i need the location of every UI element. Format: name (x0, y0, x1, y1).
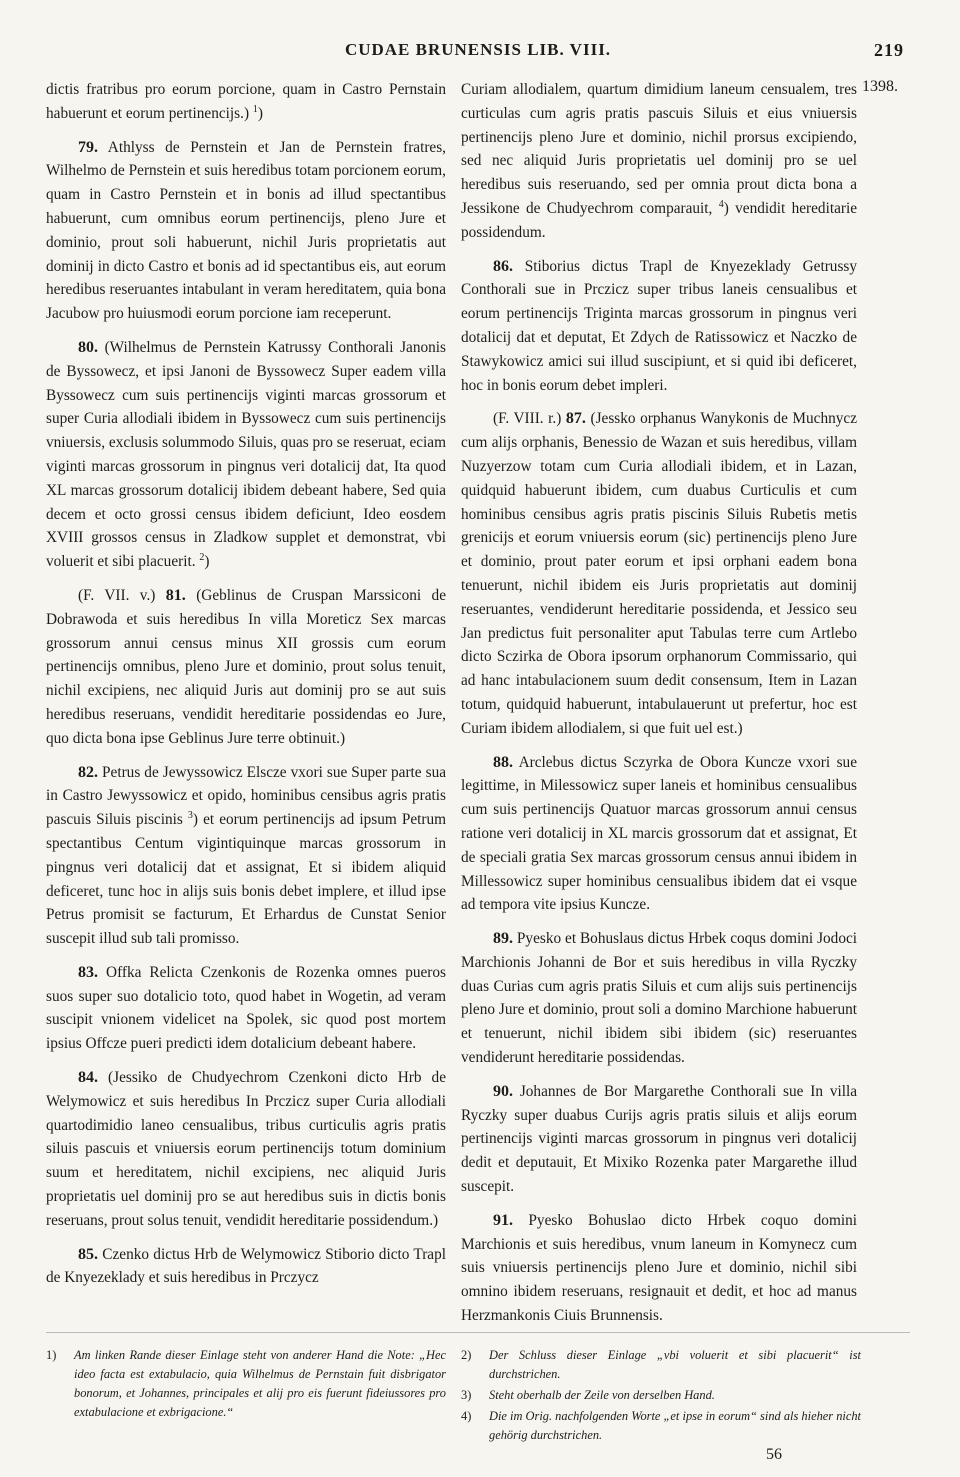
entry-text: Pyesko Bohuslao dicto Hrbek coquo domini Marchionis et suis heredibus, vnum laneum in Komynecz cum suis vniuersis pertinencijs pleno Jure et dominio, nichil sibi omnino ibidem reseruans, resignauit et dedit, et hoc ad manus Herzmankonis Ciuis Brunnensis. (461, 1211, 857, 1325)
entry-text-continued: ) et eorum pertinencijs ad ipsum Petrum spectantibus Centum vigintiquinque marcas grossorum in pingnus veri dotalicij dat et assignat, Et si ibidem aliquid deficeret, tunc hoc in alijs suis bonis debet implere, et illud ipse Petrus promisit se facturum, Et Erhardus de Cunstat Senior suscepit illud sub tali promisso. (46, 811, 447, 948)
entry-text: Petrus de Jewyssowicz Elscze vxori sue Super parte sua in Castro Jewyssowicz et opido, hominibus censibus agris pratis pascuis Siluis piscinis (46, 763, 447, 829)
entry-number: 79. (78, 138, 98, 156)
footnote-text: Am linken Rande dieser Einlage steht von anderer Hand die Note: „Hec ideo facta est extabulacio, quia Wilhelmus de Pernstain fuit disbrigator bonorum, et Johannes, principales et alij pro eis fuerunt fideiussores pro extabulacione et exbrigacione.“ (74, 1348, 446, 1419)
entry-number: 85. (78, 1245, 98, 1263)
entry-paragraph (461, 78, 857, 245)
entry-text: Athlyss de Pernstein et Jan de Pernstein fratres, Wilhelmo de Pernstein et suis heredibus totam porcionem eorum, quam in Castro Pernstein et in bonis ad illud spectantibus habuerunt, cum omnibus eorum pertinencijs, pleno Jure et dominio, prout soli habuerunt, nichil Juris proprietatis aut dominij in dicto Castro et bonis ad id spectantibus eis, aut eorum heredibus reseruantes intabulant in veram hereditatem, quia bona Jacubow pro huiusmodi eorum porcione iam receperunt. (46, 138, 447, 323)
entry-number: 84. (78, 1069, 98, 1087)
entry-text: Pyesko et Bohuslaus dictus Hrbek coqus domini Jodoci Marchionis Johanni de Bor et suis heredibus in villa Ryczky duas Curias cum agris pratis Siluis et cum alijs suis pertinencijs pleno Jure et dominio, prout soli a domino Marchione habuerunt et tenuerunt, nichil ibidem sibi ibidem (sic) reseruantes vendiderunt hereditarie possidendas. (461, 930, 858, 1067)
entry-paragraph (461, 927, 857, 1070)
entry-number: 91. (493, 1211, 513, 1229)
entry-number: 82. (78, 763, 98, 781)
footnotes-left (46, 1346, 446, 1424)
footnote-text: Der Schluss dieser Einlage „vbi voluerit et sibi placuerit“ ist durchstrichen. (489, 1348, 861, 1381)
left-column (46, 78, 446, 1292)
margin-year: 1398. (862, 78, 898, 95)
entry-paragraph (461, 751, 857, 918)
entry-paragraph (461, 407, 857, 740)
footnote-marker: 2 (199, 552, 205, 564)
entry-paragraph (46, 961, 446, 1056)
footnote-mark: 1) (46, 1348, 57, 1362)
entry-paragraph (46, 78, 446, 126)
entry-number: 86. (493, 257, 513, 275)
entry-text: (Jessko orphanus Wanykonis de Muchnycz cum alijs orphanis, Benessio de Wazan et suis heredibus, villam Nuzyerzow totam cum Curia allodiali ibidem, et in Lazan, quidquid habuerunt ibidem, cum duabus Curticulis et cum hominibus censibus agris pratis piscinis Siluis Rubetis metis grenicijs et eorum vniuersis eorum (sic) pertinencijs pleno Jure et dominio, prout pater eorum et ipsi orphani eadem bona tenuerunt, nichil ibidem eis Juris proprietatis aut dominij reseruantes, vendiderunt hereditarie possidenda, et Jessico seu Jan predictus fuit personaliter aput Tabulas terre cum Artlebo dicto Sczirka de Obora ipsorum orphanorum Commissario, qui ad hanc intabulacionem suum dedit consensum, Item in Lazan totum, quidquid habuerunt, intabulauerunt ut prefertur, hoc est Curiam ibidem allodialem, si que fuit uel est.) (461, 410, 857, 737)
sheet-number: 56 (766, 1446, 782, 1463)
entry-text: Czenko dictus Hrb de Welymowicz Stiborio dicto Trapl de Knyezeklady et suis heredibus in Prczycz (46, 1245, 446, 1287)
entry-text: Curiam allodialem, quartum dimidium laneum censualem, tres curticulas cum agris pratis pascuis Siluis et eius vniuersis pertinencijs pleno Jure et dominio, nichil prorsus excipiendo, sed nec aliquid Juris proprietatis uel dominij pro se uel heredibus suis reseruando, sed per omnia prout dicta bona a Jessikone de Chudyechrom comparauit, (461, 81, 857, 217)
footnote-marker: 1 (252, 103, 258, 115)
entry-paragraph (46, 761, 446, 951)
running-title: CUDAE BRUNENSIS LIB. VIII. (344, 40, 612, 59)
entry-number: 83. (78, 963, 98, 981)
footnote (46, 1346, 446, 1422)
footnote-divider (46, 1332, 910, 1333)
entry-text: Arclebus dictus Sczyrka de Obora Kuncze vxori sue legittime, in Milessowicz super laneis et hominibus censualibus cum suis pertinencijs Quatuor marcas grossorum annui census ratione veri dotalicij in XL marcis grossorum dat et assignat, Et de speciali gratia Sex marcas grossorum census annui ibidem in Millessowicz super hominibus censualibus ibidem dat ei vsque ad tempora vite ipsius Kuncze. (461, 753, 857, 914)
entry-paragraph (46, 1066, 446, 1233)
footnote-marker: 3 (187, 810, 193, 822)
entry-paragraph (46, 584, 446, 751)
footnote (461, 1407, 861, 1445)
entry-number: 87. (565, 410, 586, 428)
entry-text: Offka Relicta Czenkonis de Rozenka omnes pueros suos super suo dotalicio toto, quod habet in Wogetin, ad veram suscipit vnionem videlicet na Spolek, sic quod post mortem ipsius Offcze pueri predicti idem dotalicium debeant habere. (46, 963, 447, 1053)
footnote-mark: 2) (461, 1348, 472, 1362)
entry-text-continued: ) vendidit hereditarie possidendum. (461, 199, 858, 241)
folio-reference: (F. VII. v.) (78, 586, 156, 604)
entry-text: Stiborius dictus Trapl de Knyezeklady Getrussy Conthorali sue in Prczicz super tribus laneis censualibus et eorum pertinencijs Triginta marcas grossorum in pingnus veri dotalicij dat et deputat, Et Zdych de Ratissowicz et Naczko de Stawykowicz amici sui illud suscipiunt, et si quid ibi deficeret, hoc in bonis eorum debet impleri. (461, 257, 857, 394)
folio-reference: (F. VIII. r.) (493, 410, 562, 428)
running-header (46, 40, 910, 64)
footnote-marker: 4 (718, 198, 724, 210)
entry-paragraph (461, 255, 857, 398)
entry-number: 89. (493, 930, 513, 948)
footnote-text: Steht oberhalb der Zeile von derselben Hand. (489, 1388, 715, 1402)
entry-text: dictis fratribus pro eorum porcione, quam in Castro Pernstain habuerunt et eorum pertinencijs.) (46, 81, 446, 122)
entry-number: 90. (493, 1082, 513, 1100)
entry-paragraph (46, 136, 446, 326)
entry-text: (Wilhelmus de Pernstein Katrussy Conthorali Janonis de Byssowecz, et ipsi Janoni de Byssowecz Super eadem villa Byssowecz cum suis pertinencijs viginti marcas grossorum et super Curia allodiali ibidem in Byssowecz cum suis pertinencijs vniuersis, exclusis solummodo Siluis, quas pro se reseruat, eciam viginti marcas grossorum in pingnus veri dotalicij dat, Ita quod XL marcas grossorum dotalicij ibidem debeant habere, Sed quia decem et octo grossi census ibidem deficiunt, Ideo eosdem XVIII grossos census in Zladkow supplet et demonstrat, vbi voluerit et sibi placuerit. (46, 338, 446, 571)
footnotes-right (461, 1346, 861, 1447)
entry-paragraph (46, 1243, 446, 1291)
entry-text: Johannes de Bor Margarethe Conthorali sue In villa Ryczky super duabus Curijs agris pratis siluis et alijs eorum pertinencijs viginti marcas grossorum in pingnus veri dotalicij dedit et deputauit, Et Mixiko Rozenka pater Margarethe illud suscepit. (461, 1082, 858, 1196)
entry-text: (Jessiko de Chudyechrom Czenkoni dicto Hrb de Welymowicz et suis heredibus In Prczicz super Curia allodiali quartodimidio laneo censualibus, tribus curticulis agris pratis siluis pascuis et vniuersis eorum pertinencijs totum dominium suum et hereditatem, nichil excipiens, nec aliquid Juris proprietatis uel dominij pro se aut heredibus suis in dictis bonis reseruans, prout solus tenuit, vendidit hereditarie possidendum.) (46, 1069, 446, 1229)
entry-number: 80. (78, 338, 98, 356)
entry-text: (Geblinus de Cruspan Marssiconi de Dobrawoda et suis heredibus In villa Moreticz Sex marcas grossorum annui census minus XII grossis cum eorum pertinencijs omnibus, pleno Jure et dominio, prout solus tenuit, nichil excipiens, nec aliquid Juris aut dominij pro se aut suis heredibus reseruans, vendidit hereditarie possidendas eo Jure, quo dicta bona ipse Geblinus Jure terre obtinuit.) (46, 586, 446, 747)
entry-number: 88. (493, 753, 513, 771)
right-column (461, 78, 857, 1330)
entry-text-continued: ) (257, 104, 263, 122)
entry-text-continued: ) (204, 553, 210, 571)
entry-paragraph (46, 336, 446, 574)
footnote-mark: 3) (461, 1388, 472, 1402)
footnote (461, 1386, 861, 1405)
entry-paragraph (461, 1080, 857, 1199)
footnote (461, 1346, 861, 1384)
entry-number: 81. (165, 586, 186, 604)
footnote-mark: 4) (461, 1409, 472, 1423)
entry-paragraph (461, 1209, 857, 1328)
footnote-text: Die im Orig. nachfolgenden Worte „et ipse in eorum“ sind als hieher nicht gehörig durchstrichen. (489, 1409, 861, 1442)
page-number: 219 (874, 40, 904, 60)
